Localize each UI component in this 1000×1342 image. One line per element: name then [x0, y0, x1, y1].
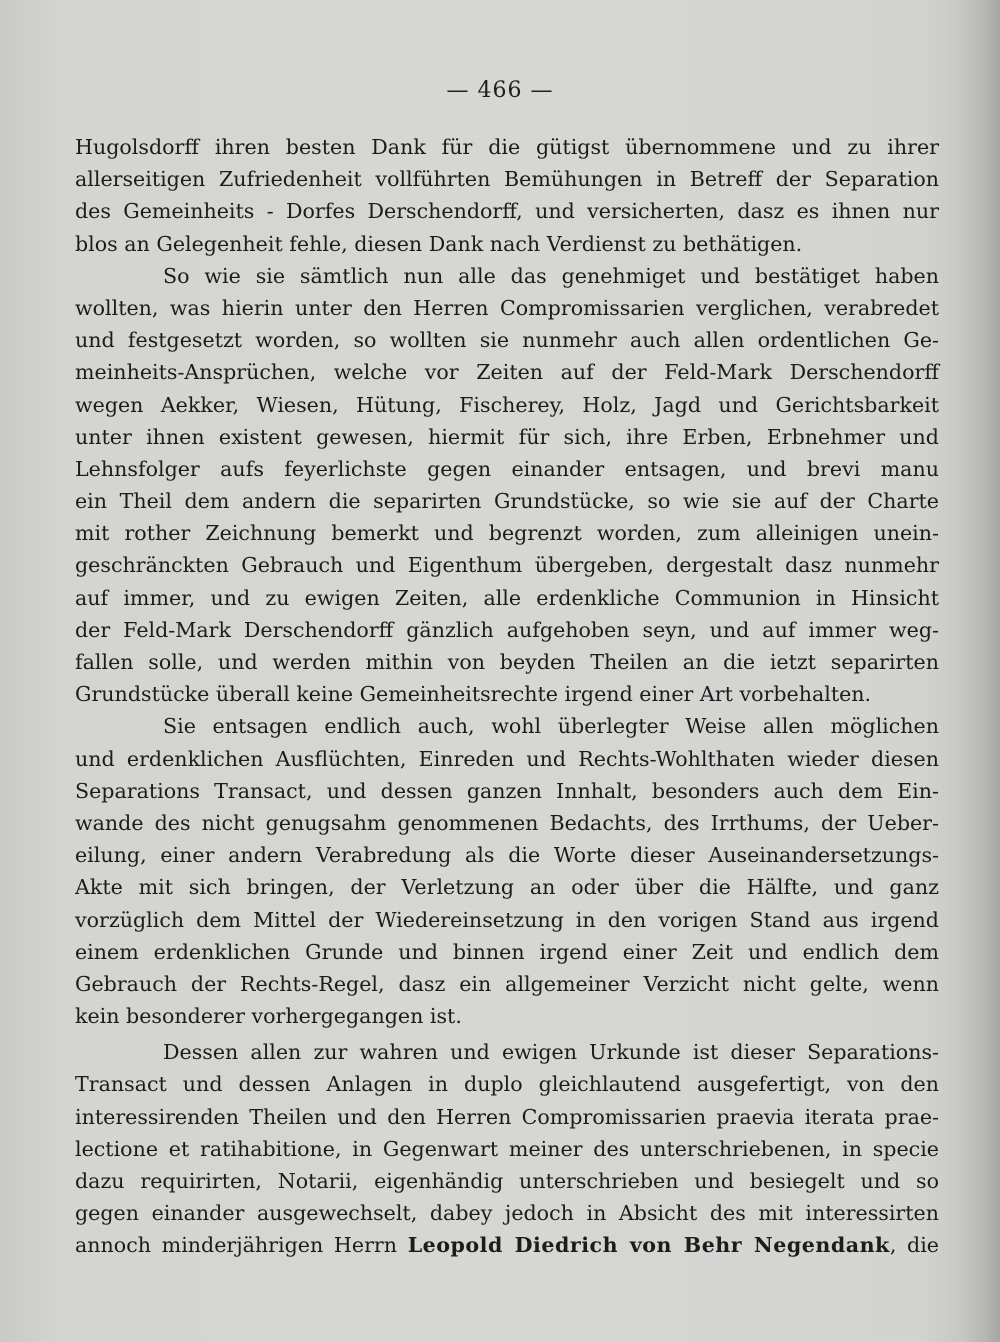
text-line: So wie sie sämtlich nun alle das genehmiget und bestätiget haben — [163, 263, 939, 288]
text-line: Transact und dessen Anlagen in duplo gleichlautend ausgefertigt, von den — [75, 1072, 939, 1097]
text-line: dazu requirirten, Notarii, eigenhändig unterschrieben und besiegelt und so — [75, 1169, 939, 1193]
text-line: Sie entsagen endlich auch, wohl überlegter Weise allen möglichen — [163, 714, 939, 739]
text-line: Separations Transact, und dessen ganzen Innhalt, besonders auch dem Ein- — [75, 778, 939, 803]
text-fragment: , die — [889, 1233, 939, 1258]
page-number: — 466 — — [446, 78, 554, 103]
body-text — [75, 131, 939, 1262]
text-line: gegen einander ausgewechselt, dabey jedoch in Absicht des mit interessirten — [75, 1201, 939, 1226]
text-line: eilung, einer andern Verabredung als die Worte dieser Auseinandersetzungs- — [75, 843, 939, 868]
text-line: wegen Aekker, Wiesen, Hütung, Fischerey, Holz, Jagd und Gerichtsbarkeit — [75, 392, 939, 417]
text-line: Hugolsdorff ihren besten Dank für die gütigst übernommene und zu ihrer — [75, 135, 939, 159]
text-line: Grundstücke überall keine Gemeinheitsrechte irgend einer Art vorbehalten. — [75, 682, 872, 707]
person-name: Leopold Diedrich von Behr Negendank — [407, 1233, 890, 1258]
text-line: der Feld-Mark Derschendorff gänzlich aufgehoben seyn, und auf immer weg- — [75, 617, 939, 642]
text-line: einem erdenklichen Grunde und binnen irgend einer Zeit und endlich dem — [75, 939, 939, 964]
text-line: interessirenden Theilen und den Herren Compromissarien praevia iterata prae- — [75, 1104, 939, 1129]
text-fragment: annoch minderjährigen Herrn — [75, 1233, 408, 1258]
text-line: meinheits-Ansprüchen, welche vor Zeiten auf der Feld-Mark Derschendorff — [75, 360, 939, 385]
text-line: und erdenklichen Ausflüchten, Einreden und Rechts-Wohlthaten wieder diesen — [75, 746, 939, 771]
text-line: Gebrauch der Rechts-Regel, dasz ein allgemeiner Verzicht nicht gelte, wenn — [75, 971, 939, 996]
text-line: Dessen allen zur wahren und ewigen Urkunde ist dieser Separations- — [163, 1040, 939, 1065]
text-line: blos an Gelegenheit fehle, diesen Dank nach Verdienst zu bethätigen. — [75, 231, 803, 256]
text-line: allerseitigen Zufriedenheit vollführten Bemühungen in Betreff der Separation — [75, 167, 939, 192]
text-line: unter ihnen existent gewesen, hiermit für sich, ihre Erben, Erbnehmer und — [75, 424, 939, 449]
text-line: Akte mit sich bringen, der Verletzung an oder über die Hälfte, und ganz — [75, 875, 939, 900]
text-line: wollten, was hierin unter den Herren Compromissarien verglichen, verabredet — [75, 295, 939, 320]
text-line: vorzüglich dem Mittel der Wiedereinsetzung in den vorigen Stand aus irgend — [75, 907, 939, 932]
text-line: ein Theil dem andern die separirten Grundstücke, so wie sie auf der Charte — [75, 489, 939, 514]
text-line: geschränckten Gebrauch und Eigenthum übergeben, dergestalt dasz nunmehr — [75, 553, 939, 578]
text-line: mit rother Zeichnung bemerkt und begrenzt worden, zum alleinigen unein- — [75, 521, 939, 546]
text-line: lectione et ratihabitione, in Gegenwart meiner des unterschriebenen, in specie — [75, 1136, 939, 1161]
text-line: wande des nicht genugsahm genommenen Bedachts, des Irrthums, der Ueber- — [75, 810, 939, 835]
text-line: kein besonderer vorhergegangen ist. — [75, 1004, 462, 1029]
text-line: und festgesetzt worden, so wollten sie nunmehr auch allen ordentlichen Ge- — [75, 328, 939, 353]
text-line-final — [75, 1229, 939, 1261]
text-line: auf immer, und zu ewigen Zeiten, alle erdenkliche Communion in Hinsicht — [75, 585, 939, 610]
text-line: fallen solle, und werden mithin von beyden Theilen an die ietzt separirten — [75, 650, 939, 674]
text-line: Lehnsfolger aufs feyerlichste gegen einander entsagen, und brevi manu — [75, 456, 939, 481]
text-line: des Gemeinheits - Dorfes Derschendorff, und versicherten, dasz es ihnen nur — [75, 199, 939, 224]
